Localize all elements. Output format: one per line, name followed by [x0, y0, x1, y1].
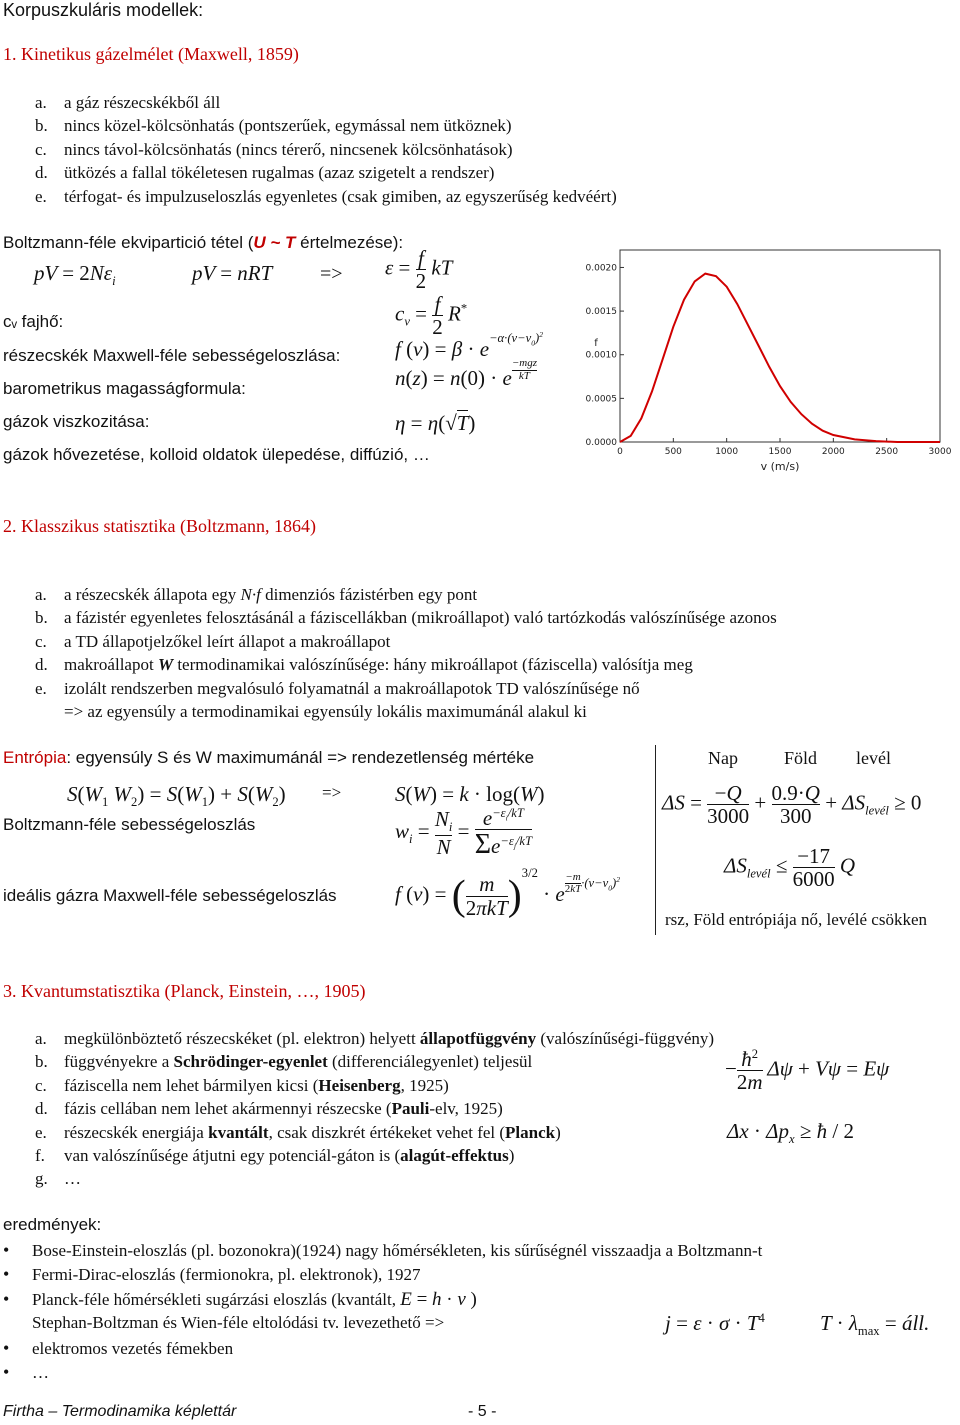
formula-cv: $c_v$ = $\frac{f}{2}$ R*	[395, 292, 468, 340]
y-tick-label: 0.0000	[585, 438, 617, 448]
results-label: eredmények:	[3, 1215, 102, 1234]
list-item: a. megkülönböztető részecskéket (pl. elektron) helyett állapotfüggvény (valószínűségi-függvény)	[35, 1029, 715, 1048]
list-item: e. részecskék energiája kvantált, csak diszkrét értékeket vehet fel (Planck)	[35, 1122, 561, 1142]
x-tick-label: 1500	[768, 447, 792, 457]
cv-label: cᵥ fajhő:	[3, 312, 64, 331]
list-item: Stephan-Boltzman és Wien-féle eltolódási tv. levezethető =>	[32, 1313, 445, 1333]
formula-visc: η = η(√T)	[395, 411, 476, 435]
y-axis-label: f	[594, 338, 598, 349]
formula-boltzmann-entropy: S(W) = k · log(W)	[395, 782, 545, 806]
list-item: b. nincs közel-kölcsönhatás (pontszerűek, egymással nem ütköznek)	[35, 116, 512, 136]
baro-label: barometrikus magasságformula:	[3, 379, 246, 398]
y-tick-label: 0.0010	[585, 350, 617, 361]
list-item: • Planck-féle hőmérsékleti sugárzási eloszlás (kvantált, E = h · ν )	[3, 1288, 477, 1310]
list-item: • Bose-Einstein-eloszlás (pl. bozonokra)(1924) nagy hőmérsékleten, kis sűrűségnél visszaadja a Boltzmann-t	[3, 1240, 763, 1260]
maxwell2-label: ideális gázra Maxwell-féle sebességeloszlás	[3, 886, 337, 905]
list-item: f. van valószínűsége átjutni egy potenciál-gáton is (alagút-effektus)	[35, 1145, 515, 1165]
list-item: b. a fázistér egyenletes felosztásánál a fáziscellákban (mikroállapot) való tartózkodás valószínűsége azonos	[35, 608, 777, 628]
page-number: - 5 -	[468, 1403, 497, 1420]
arrow: =>	[320, 263, 343, 285]
formula-entropy-additive: $S(W_1$ $W_2) = S(W_1) + S(W_2)$	[67, 782, 286, 810]
arrow: =>	[322, 783, 342, 802]
formula-schrodinger: − $\frac{ħ^2}{2m}$ Δψ + Vψ = Eψ	[725, 1047, 890, 1095]
formula-pv-ne: pV = $2N\varepsilon_i$	[34, 261, 116, 289]
col-level: levél	[856, 748, 891, 768]
visc-label: gázok viszkozitása:	[3, 412, 150, 431]
col-nap: Nap	[708, 748, 738, 768]
x-tick-label: 2500	[875, 447, 899, 457]
list-item: c. fáziscella nem lehet bármilyen kicsi (Heisenberg, 1925)	[35, 1075, 449, 1095]
list-item: e. térfogat- és impulzuseloszlás egyenletes (csak gimiben, az egyszerűség kedvéért)	[35, 186, 617, 206]
list-item: • Fermi-Dirac-eloszlás (fermionokra, pl. elektronok), 1927	[3, 1264, 421, 1285]
list-item: a. a gáz részecskékből áll	[35, 93, 221, 112]
entropy-line: Entrópia: egyensúly S és W maximumánál => rendezetlenség mértéke	[3, 748, 535, 767]
section2-list	[35, 583, 777, 723]
section3-list	[35, 1027, 714, 1191]
y-tick-label: 0.0015	[585, 307, 617, 318]
list-item: d. makroállapot W termodinamikai valószínűsége: hány mikroállapot (fáziscella) valósítja meg	[35, 655, 693, 675]
y-tick-label: 0.0005	[585, 394, 617, 405]
formula-maxwell: f $(v) = \beta \cdot e^{-\alpha\cdot(v-v_0)^2}$	[395, 330, 543, 362]
x-tick-label: 3000	[928, 447, 952, 457]
x-tick-label: 2000	[821, 447, 845, 457]
list-item: => az egyensúly a termodinamikai egyensúly lokális maximumánál alakul ki	[64, 701, 587, 721]
x-tick-label: 0	[617, 447, 623, 457]
footer-title: Firtha – Termodinamika képlettár	[3, 1403, 237, 1420]
formula-delta-s-level: $\Delta S_{levél}$ ≤ $\frac{-17}{6000}$ Q	[724, 844, 856, 892]
maxwell-label: részecskék Maxwell-féle sebességeloszlása:	[3, 346, 341, 365]
x-tick-label: 500	[664, 447, 682, 457]
list-item: c. nincs távol-kölcsönhatás (nincs térerő, nincsenek kölcsönhatások)	[35, 139, 513, 159]
formula-maxwell-ideal: f (v) = ( $\frac{m}{\text{2πkT}}$ )$^{3/2}$ · e $^{\frac{-m}{2kT} \cdot(v-v_0)^2}$	[395, 865, 621, 920]
formula-delta-s: ΔS = $\frac{-Q}{3000}$ + $\frac{0.9\cdot Q}{300}$ + $\Delta S_{levél} \ge 0$	[662, 781, 922, 829]
formula-baro: n(z) = n(0) · e $\frac{\text{−mgz}}{kT}$	[395, 357, 537, 390]
divider	[655, 745, 656, 935]
section2-heading: 2. Klasszikus statisztika (Boltzmann, 1864)	[3, 516, 316, 536]
list-item: c. a TD állapotjelzőkel leírt állapot a makroállapot	[35, 631, 391, 651]
page-title: Korpuszkuláris modellek:	[3, 0, 204, 20]
y-tick-label: 0.0020	[585, 263, 617, 274]
formula-heisenberg: $\Delta x \cdot \Delta p_x$ ≥ ħ / 2	[727, 1119, 854, 1147]
formula-wien: $T \cdot \lambda_{max}$ = áll.	[820, 1311, 930, 1339]
formula-epsilon: ε = $\frac{f}{2}$ kT	[385, 246, 453, 294]
col-fold: Föld	[784, 748, 818, 768]
results-list	[3, 1238, 762, 1384]
list-item: d. ütközés a fallal tökéletesen rugalmas (azaz szigetelt a rendszer)	[35, 163, 495, 183]
x-tick-label: 1000	[715, 447, 739, 457]
formula-pv-nrt: pV = nRT	[192, 261, 273, 285]
list-item: e. izolált rendszerben megvalósuló folyamatnál a makroállapotok TD valószínűsége nő	[35, 678, 640, 698]
list-item: • elektromos vezetés fémekben	[3, 1337, 234, 1358]
list-item: b. függvényekre a Schrödinger-egyenlet (differenciálegyenlet) teljesül	[35, 1052, 533, 1072]
formula-stefan: $j = \varepsilon \cdot \sigma \cdot T^4$	[665, 1311, 765, 1335]
boltz-label: Boltzmann-féle sebességeloszlás	[3, 815, 256, 834]
formula-boltz-distribution: $w_i$ = $\frac{N_i}{N}$ = $\frac{e^{-\varepsilon_i/kT}}{\Sigma e^{-\varepsilon_j/kT}}$	[395, 806, 533, 861]
maxwell-chart	[585, 245, 952, 475]
list-item: g. …	[35, 1169, 81, 1189]
list-item: a. a részecskék állapota egy N·f dimenziós fázistérben egy pont	[35, 585, 478, 604]
list-item: • …	[3, 1361, 49, 1382]
list-item: d. fázis cellában nem lehet akármennyi részecske (Pauli-elv, 1925)	[35, 1099, 503, 1119]
heat-label: gázok hővezetése, kolloid oldatok ülepedése, diffúzió, …	[3, 445, 430, 464]
x-axis-label: v (m/s)	[760, 460, 800, 473]
section3-heading: 3. Kvantumstatisztika (Planck, Einstein, …, 1905)	[3, 981, 366, 1001]
series-line	[620, 274, 940, 442]
ekviparticio-line: Boltzmann-féle ekvipartició tétel (U ~ T értelmezése):	[3, 233, 404, 252]
section1-list	[35, 91, 617, 208]
section1-heading: 1. Kinetikus gázelmélet (Maxwell, 1859)	[3, 44, 299, 64]
entropy-note: rsz, Föld entrópiája nő, levélé csökken	[665, 910, 928, 929]
